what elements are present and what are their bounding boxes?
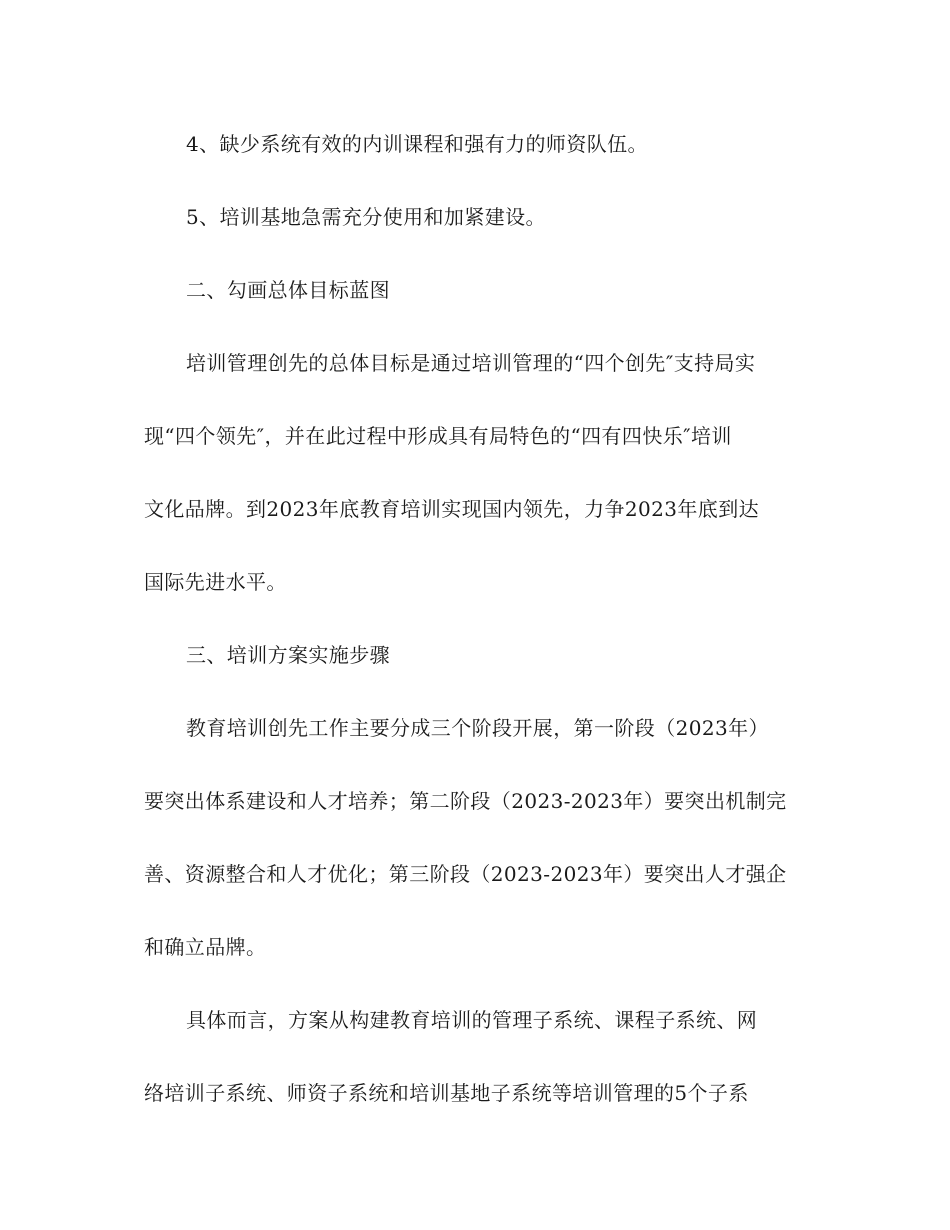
- list-item-5: 5、培训基地急需充分使用和加紧建设。: [186, 205, 546, 229]
- paragraph-line: 要突出体系建设和人才培养；第二阶段（2023-2023年）要突出机制完: [144, 789, 787, 813]
- paragraph-line: 国际先进水平。: [144, 570, 287, 594]
- paragraph-line: 和确立品牌。: [144, 935, 267, 959]
- section-heading-2: 二、勾画总体目标蓝图: [186, 278, 390, 302]
- paragraph-line: 培训管理创先的总体目标是通过培训管理的“四个创先″支持局实: [186, 351, 756, 375]
- list-item-4: 4、缺少系统有效的内训课程和强有力的师资队伍。: [186, 132, 648, 156]
- paragraph-line: 具体而言，方案从构建教育培训的管理子系统、课程子系统、网: [186, 1008, 758, 1032]
- paragraph-line: 教育培训创先工作主要分成三个阶段开展，第一阶段（2023年）: [186, 716, 769, 740]
- paragraph-line: 文化品牌。到2023年底教育培训实现国内领先，力争2023年底到达: [144, 497, 759, 521]
- section-heading-3: 三、培训方案实施步骤: [186, 643, 390, 667]
- paragraph-line: 善、资源整合和人才优化；第三阶段（2023-2023年）要突出人才强企: [144, 862, 787, 886]
- paragraph-line: 络培训子系统、师资子系统和培训基地子系统等培训管理的5个子系: [144, 1081, 749, 1105]
- paragraph-line: 现“四个领先″，并在此过程中形成具有局特色的“四有四快乐″培训: [144, 424, 732, 448]
